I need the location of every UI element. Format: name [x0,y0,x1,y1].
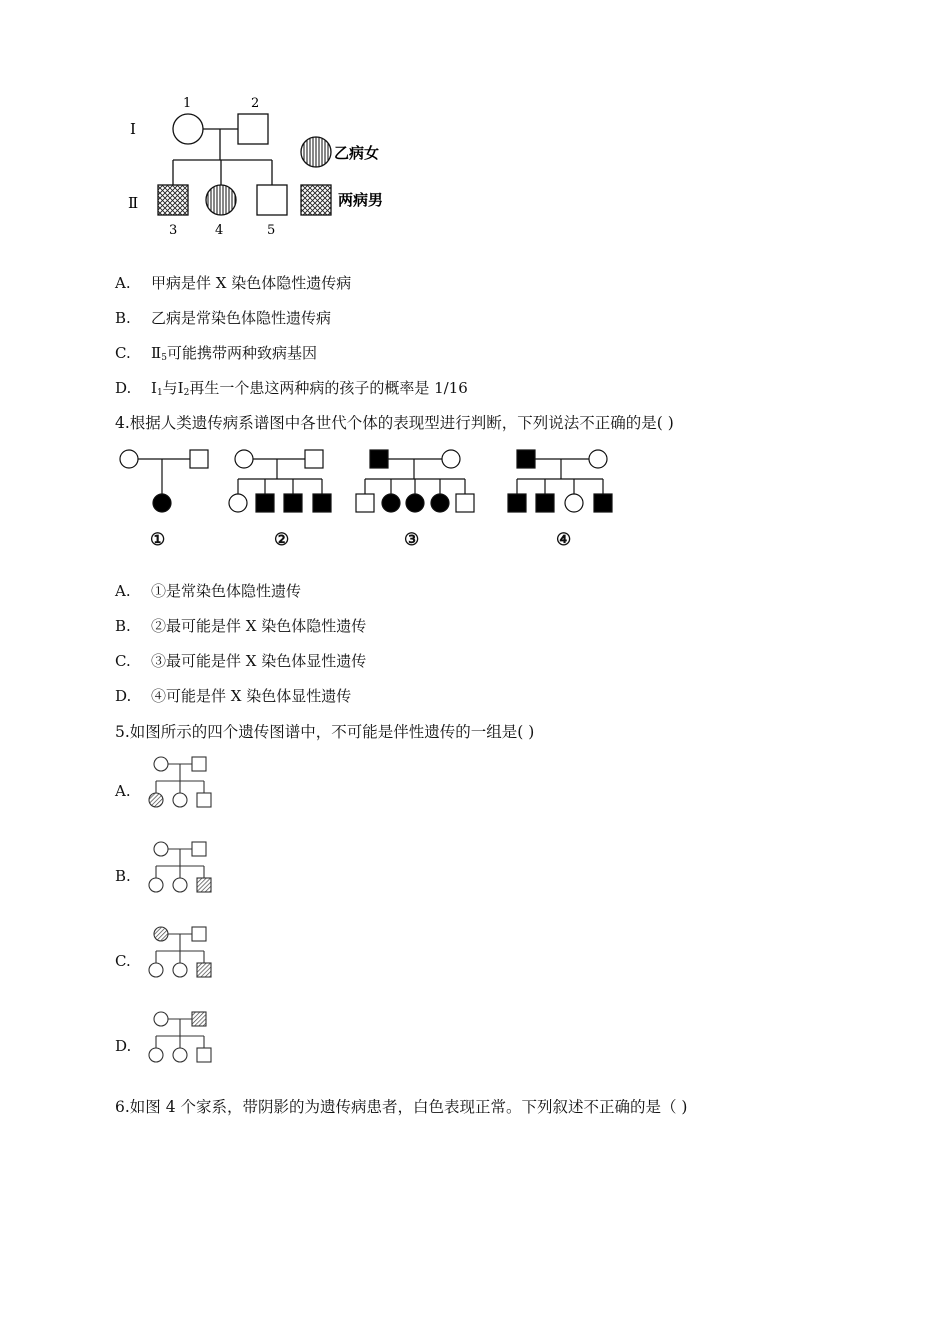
p4-daughter-normal [565,494,583,512]
generation-label-II: Ⅱ [128,194,139,212]
p3-daughter-affected [431,494,449,512]
mother-affected [154,927,168,941]
q5-pedigree-c [144,923,216,981]
option-letter: D. [115,687,132,705]
option-letter: C. [115,952,131,970]
p2-father [305,450,323,468]
p4-son-affected [594,494,612,512]
generation-label-I: Ⅰ [130,120,136,138]
pedigree-label-4: ④ [556,530,572,550]
mother [154,1012,168,1026]
option-text: ②最可能是伴 X 染色体隐性遗传 [151,617,367,635]
legend-both-male-label: 两病男 [338,191,384,209]
p2-mother [235,450,253,468]
option-letter: B. [115,867,131,885]
option-text: 乙病是常染色体隐性遗传病 [151,309,332,327]
female-II4-disease-b [206,185,236,215]
legend-disease-b-female-symbol [301,137,331,167]
q4-stem: 4.根据人类遗传病系谱图中各世代个体的表现型进行判断，下列说法不正确的是( ) [115,414,674,432]
q3-option-a[interactable] [115,273,351,293]
p3-mother [442,450,460,468]
q3-option-d[interactable] [115,378,468,403]
p2-son-affected [256,494,274,512]
male-I2 [238,114,268,144]
q4-option-c[interactable] [115,651,366,671]
option-text: 再生一个患这两种病的孩子的概率是 1/16 [189,379,468,397]
female-I1 [173,114,203,144]
p2-son-affected [284,494,302,512]
pedigree-label-1: ① [150,530,166,550]
option-letter: A. [115,582,131,600]
option-text: ③最可能是伴 X 染色体显性遗传 [151,652,367,670]
mother [154,757,168,771]
son-normal [197,1048,211,1062]
p4-mother [589,450,607,468]
son-affected [197,878,211,892]
p2-son-affected [313,494,331,512]
option-letter: C. [115,652,131,670]
individual-number-4: 4 [215,223,224,238]
q3-option-b[interactable] [115,308,331,328]
option-letter: A. [115,274,131,292]
option-text: ④可能是伴 X 染色体显性遗传 [151,687,352,705]
q5-pedigree-d [144,1008,216,1066]
daughter-normal [149,963,163,977]
individual-number-1: 1 [183,96,192,111]
daughter-normal [173,793,187,807]
p4-father-affected [517,450,535,468]
father [192,757,206,771]
option-letter: B. [115,309,131,327]
daughter-normal [149,878,163,892]
option-subscript-2: 2 [183,388,190,398]
male-II5-normal [257,185,287,215]
option-letter: D. [115,1037,132,1055]
p1-father-female [120,450,138,468]
option-roman: Ⅱ [151,344,162,362]
father-affected [192,1012,206,1026]
pedigree-figure-q4 [112,443,622,555]
pedigree-label-2: ② [274,530,290,550]
q4-option-d[interactable] [115,686,351,706]
p3-son-normal [356,494,374,512]
option-letter: D. [115,379,132,397]
p3-son-normal [456,494,474,512]
male-II3-both-diseases [158,185,188,215]
option-subscript: 5 [161,353,167,363]
q4-option-a[interactable] [115,581,301,601]
q5-stem: 5.如图所示的四个遗传图谱中，不可能是伴性遗传的一组是( ) [115,723,535,741]
p4-son-affected [536,494,554,512]
option-subscript: 1 [156,388,163,398]
legend-disease-b-female-label: 乙病女 [334,144,380,162]
son-affected [197,963,211,977]
p3-daughter-affected [382,494,400,512]
option-text: 可能携带两种致病基因 [166,344,317,362]
p1-affected-daughter [153,494,171,512]
daughter-normal [173,963,187,977]
daughter-normal [173,878,187,892]
mother [154,842,168,856]
option-mid: 与Ⅰ [162,379,184,397]
option-text: 甲病是伴 X 染色体隐性遗传病 [151,274,352,292]
legend-both-male-symbol [301,185,331,215]
q6-stem: 6.如图 4 个家系，带阴影的为遗传病患者，白色表现正常。下列叙述不正确的是（ ) [115,1098,688,1116]
p3-daughter-affected [406,494,424,512]
q3-option-c[interactable] [115,343,317,368]
father [192,842,206,856]
individual-number-2: 2 [251,96,260,111]
pedigree-label-3: ③ [404,530,420,550]
p3-father-affected [370,450,388,468]
individual-number-3: 3 [169,223,178,238]
daughter-normal [173,1048,187,1062]
q5-pedigree-a [144,753,216,811]
father [192,927,206,941]
option-letter: C. [115,344,131,362]
option-roman: Ⅰ [151,379,157,397]
p1-male [190,450,208,468]
individual-number-5: 5 [267,223,276,238]
option-letter: A. [115,782,131,800]
p2-daughter-normal [229,494,247,512]
p4-son-affected [508,494,526,512]
pedigree-figure-q3 [120,88,410,243]
q5-pedigree-b [144,838,216,896]
son-normal [197,793,211,807]
daughter-affected [149,793,163,807]
option-letter: B. [115,617,131,635]
daughter-normal [149,1048,163,1062]
option-text: ①是常染色体隐性遗传 [151,582,302,600]
q4-option-b[interactable] [115,616,366,636]
